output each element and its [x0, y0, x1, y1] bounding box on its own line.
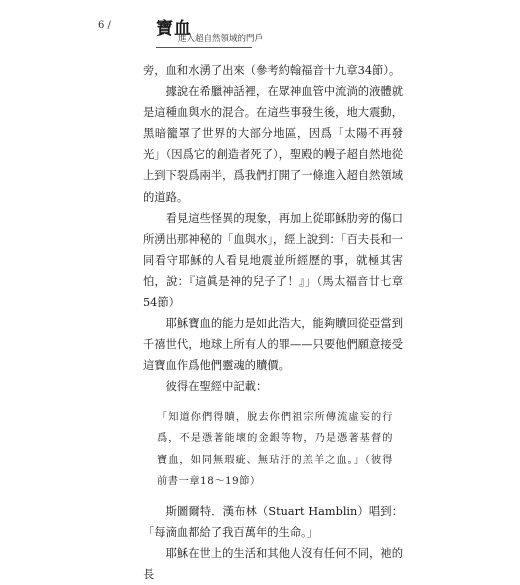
- block-quote: 「知道你們得贖，脫去你們祖宗所傳流虛妄的行爲，不是憑著能壞的金銀等物，乃是憑著基督的寶血，如同無瑕疵、無玷汙的羔羊之血。」（彼得前書一章18～19節）: [157, 411, 393, 487]
- paragraph-1: 旁，血和水湧了出來（參考約翰福音十九章34節）。: [143, 64, 401, 77]
- chapter-title: 寶血: [156, 19, 192, 39]
- body-text: [143, 60, 403, 585]
- paragraph-5: 彼得在聖經中記載：: [165, 380, 268, 394]
- paragraph-3: 看見這些怪異的現象，再加上從耶穌肋旁的傷口所湧出那神秘的「血與水」，經上說到：「百夫長和一同看守耶穌的人看見地震並所經歷的事，就極其害怕，說：『這眞是神的兒子了！』」（馬太福音廿七章54節）: [143, 211, 403, 310]
- running-header: [98, 10, 428, 50]
- paragraph-7: 耶穌在世上的生活和其他人沒有任何不同，祂的長: [143, 546, 403, 581]
- header-rule: [156, 47, 252, 48]
- chapter-subtitle: 進入超自然領域的門戶: [178, 34, 264, 44]
- paragraph-6: 斯圖爾特．漢布林（Stuart Hamblin）唱到：「每滴血都給了我百萬年的生命。」: [143, 504, 403, 539]
- page-number: 6 /: [98, 20, 111, 31]
- paragraph-4: 耶穌寶血的能力是如此浩大，能夠贖回從亞當到千禧世代，地球上所有人的罪——只要他們願意接受這寶血作爲他們靈魂的贖價。: [143, 317, 403, 373]
- paragraph-2: 據說在希臘神話裡，在眾神血管中流淌的液體就是這種血與水的混合。在這些事發生後，地大震動，黑暗籠罩了世界的大部分地區，因爲「太陽不再發光」（因爲它的創造者死了），聖殿的幔子超自然地從上到下裂爲兩半，爲我們打開了一條進入超自然領域的道路。: [143, 85, 403, 204]
